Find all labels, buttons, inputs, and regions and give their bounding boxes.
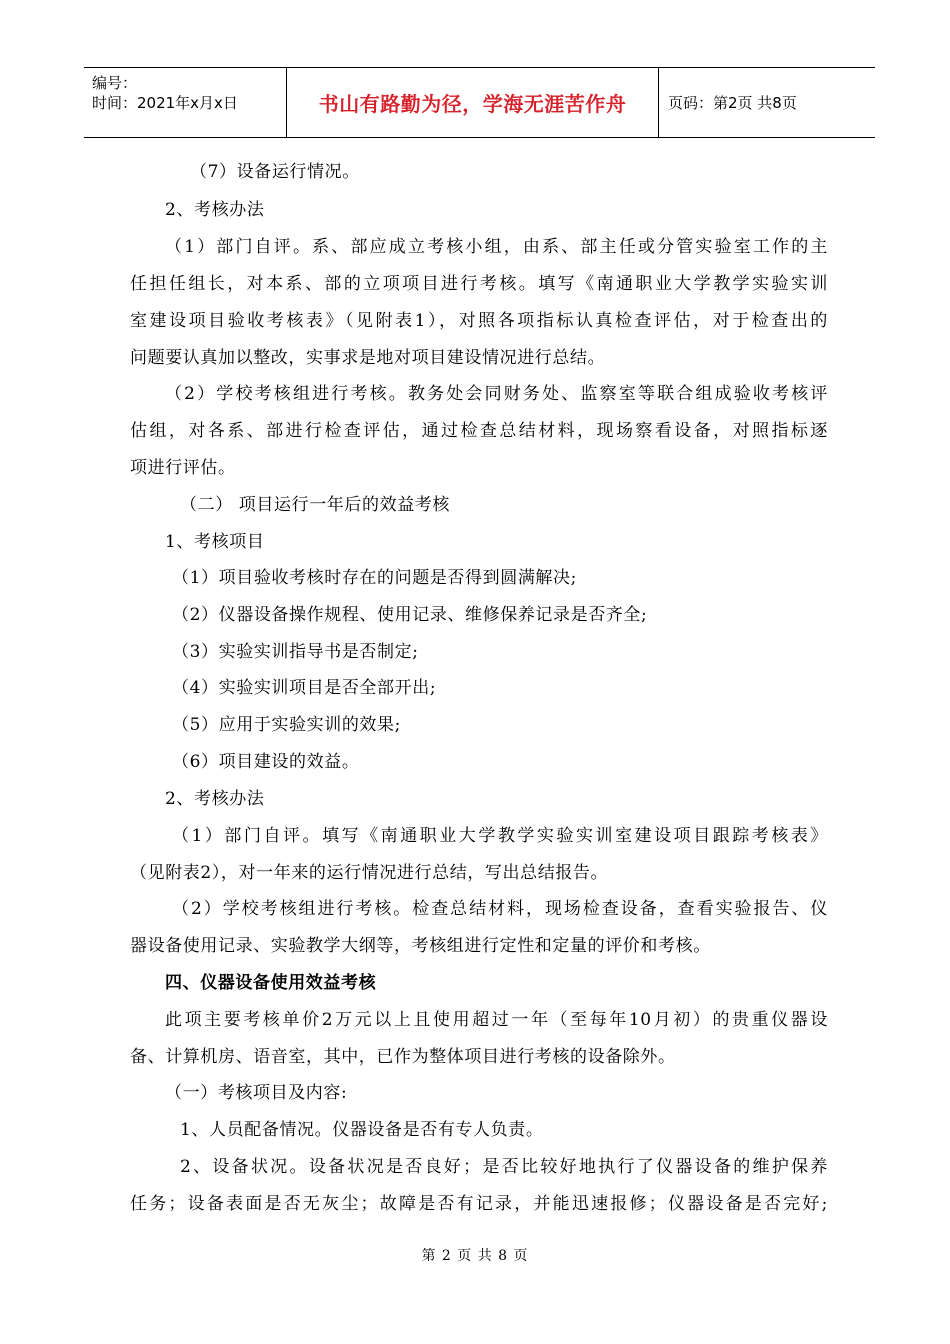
body-line: （1）部门自评。填写《南通职业大学教学实验实训室建设项目跟踪考核表》 [172,826,828,846]
list-item: （6）项目建设的效益。 [172,752,360,772]
list-item: （1）项目验收考核时存在的问题是否得到圆满解决; [172,568,577,588]
body-line: （见附表2），对一年来的运行情况进行总结，写出总结报告。 [130,863,609,883]
section-heading: 四、仪器设备使用效益考核 [165,973,377,993]
list-item: （3）实验实训指导书是否制定; [172,642,419,662]
header-motto: 书山有路勤为径，学海无涯苦作舟 [318,92,627,116]
header-divider [658,68,659,137]
page-footer: 第 2 页 共 8 页 [421,1248,529,1264]
page-header [84,67,875,138]
body-line: （1）部门自评。系、部应成立考核小组，由系、部主任或分管实验室工作的主 [165,237,828,257]
body-line: 任担任组长，对本系、部的立项项目进行考核。填写《南通职业大学教学实验实训 [130,274,828,294]
body-line: 备、计算机房、语音室，其中，已作为整体项目进行考核的设备除外。 [130,1047,676,1067]
body-line: （2）学校考核组进行考核。教务处会同财务处、监察室等联合组成验收考核评 [165,384,828,404]
body-line: 2、考核办法 [165,200,265,220]
body-line: 2、设备状况。设备状况是否良好；是否比较好地执行了仪器设备的维护保养 [180,1157,828,1177]
number-label: 编号： [92,74,138,92]
body-line: 此项主要考核单价2万元以上且使用超过一年（至每年10月初）的贵重仪器设 [165,1010,828,1030]
list-item: （4）实验实训项目是否全部开出; [172,678,437,698]
body-line: 任务；设备表面是否无灰尘；故障是否有记录，并能迅速报修；仪器设备是否完好; [130,1194,828,1214]
body-line: 1、人员配备情况。仪器设备是否有专人负责。 [180,1120,544,1140]
body-line: 室建设项目验收考核表》（见附表1），对照各项指标认真检查评估，对于检查出的 [130,311,828,331]
section-heading: （二） 项目运行一年后的效益考核 [180,495,451,515]
body-line: 项进行评估。 [130,458,236,478]
body-line: 问题要认真加以整改，实事求是地对项目建设情况进行总结。 [130,348,606,368]
body-line: 1、考核项目 [165,532,265,552]
body-line: 2、考核办法 [165,789,265,809]
header-meta [84,68,286,137]
body-line: （2）学校考核组进行考核。检查总结材料，现场检查设备，查看实验报告、仪 [172,899,828,919]
header-page-info: 页码：第2页 共8页 [668,94,797,112]
time-label: 时间：2021年x月x日 [92,94,238,112]
list-item: （2）仪器设备操作规程、使用记录、维修保养记录是否齐全; [172,605,648,625]
body-line: 器设备使用记录、实验教学大纲等，考核组进行定性和定量的评价和考核。 [130,936,711,956]
body-line: （一）考核项目及内容: [165,1083,348,1103]
body-line: 估组，对各系、部进行检查评估，通过检查总结材料，现场察看设备，对照指标逐 [130,421,828,441]
list-item: （5）应用于实验实训的效果; [172,715,401,735]
body-line: （7）设备运行情况。 [190,162,360,182]
